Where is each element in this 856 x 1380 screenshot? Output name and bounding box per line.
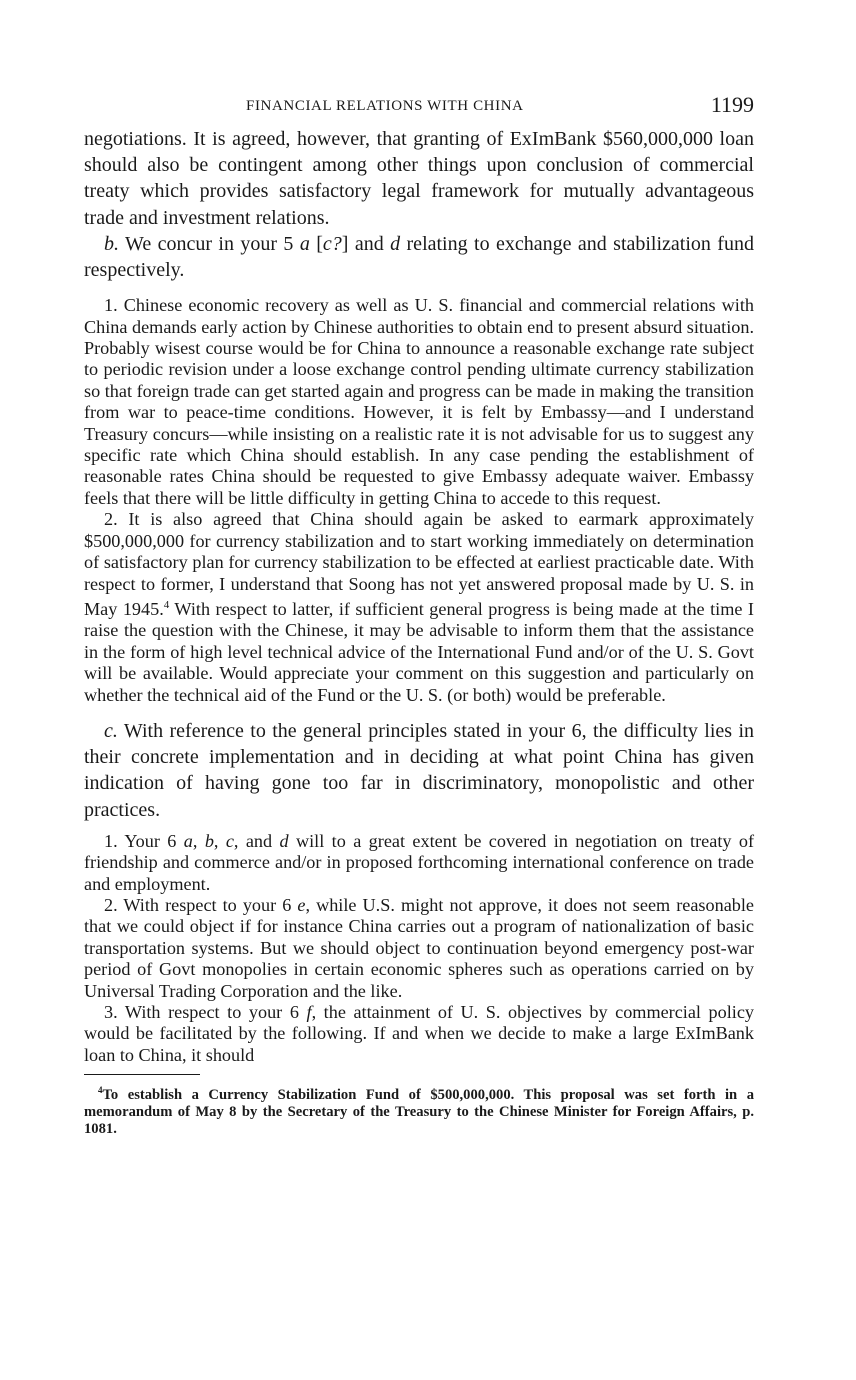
b-ref-d: d <box>390 232 401 255</box>
c3-ref-f: f <box>306 1002 312 1023</box>
c2-ref-e: e <box>297 895 306 916</box>
b-text-4: relating to exchange and stabilization fund respectively. <box>84 232 754 282</box>
c2-text-1: 2. With respect to your 6 <box>104 895 298 916</box>
page-header <box>84 92 754 126</box>
footnote-reference: 4 <box>163 598 170 611</box>
c1-sep-3: , and <box>233 830 280 851</box>
item-2-text-2: With respect to latter, if sufficient general progress is being made at the time I raise the question with the Chinese, it may be advisable to inform them that the assistance in the form of high level technical advice of the International Fund and/or of the U. S. Govt will be available. Would appreciate your comment on this suggestion and particularly on whether the technical aid of the Fund or the U. S. (or both) would be preferable. <box>84 598 754 705</box>
letter-b: b. <box>104 232 119 255</box>
negotiations-text: negotiations. It is agreed, however, that granting of ExImBank $560,000,000 loan should also be contingent among other things upon conclusion of commercial treaty which provides satisfactory legal framework for mutually advantageous trade and investment relations. <box>84 128 754 229</box>
footnote <box>84 1082 754 1138</box>
item-2-text-1: 2. It is also agreed that China should again be asked to earmark approximately $500,000,000 for currency stabilization and to start working immediately on determination of satisfactory plan for currency stabilization to be effected at earliest practicable date. With respect to former, I understand that Soong has not yet answered proposal made by U. S. in May 1945. <box>84 509 754 619</box>
c3-text-2: , the attainment of U. S. objectives by commercial policy would be facilitated by the following. If and when we decide to make a large ExImBank loan to China, it should <box>84 1002 755 1065</box>
b-text-2: [ <box>309 232 323 255</box>
c1-ref-b: b <box>204 830 214 851</box>
list-item-c1 <box>84 831 754 895</box>
c1-sep-2: , <box>213 830 226 851</box>
paragraph-b <box>84 231 754 283</box>
footnote-marker: 4 <box>98 1085 103 1096</box>
b-ref-c: c? <box>322 232 342 255</box>
document-page <box>84 92 754 1138</box>
list-item-1 <box>84 295 754 509</box>
footnote-divider <box>84 1074 200 1075</box>
c1-ref-a: a <box>183 830 193 851</box>
footnote-text: To establish a Currency Stabilization Fund of $500,000,000. This proposal was set forth in a memorandum of May 8 by the Secretary of the Treasury to the Chinese Minister for Foreign Affairs, p. 1081. <box>84 1087 754 1138</box>
b-ref-a: a <box>299 232 310 255</box>
c1-sep-1: , <box>192 830 205 851</box>
list-item-c2 <box>84 895 754 1002</box>
c3-text-1: 3. With respect to your 6 <box>104 1002 307 1023</box>
c2-text-2: , while U.S. might not approve, it does not seem reasonable that we could object if for instance China carries out a program of nationalization of basic transportation systems. But we should object to continuation beyond emergency post-war period of Govt monopolies in certain economic spheres such as operations carried on by Universal Trading Corporation and the like. <box>84 895 754 1001</box>
c1-ref-d: d <box>279 830 289 851</box>
c-text: With reference to the general principles stated in your 6, the difficulty lies in their concrete implementation and in deciding at what point China has given indication of having gone too far in discriminatory, monopolistic and other practices. <box>84 720 754 821</box>
page-number: 1199 <box>710 92 754 117</box>
list-item-c3 <box>84 1002 754 1066</box>
c1-text-2: will to a great extent be covered in negotiation on treaty of friendship and commerce and/or in proposed forthcoming international conference on trade and employment. <box>84 830 755 894</box>
b-text-3: ] and <box>341 232 391 255</box>
item-1-text: 1. Chinese economic recovery as well as U. S. financial and commercial relations with China demands early action by Chinese authorities to obtain end to present absurd situation. Probably wisest course would be for China to announce a reasonable exchange rate subject to periodic revision under a loose exchange control pending ultimate currency stabilization so that foreign trade can get started again and progress can be made in making the transition from war to peace-time conditions. However, it is felt by Embassy—and I understand Treasury concurs—while insisting on a realistic rate it is not advisable for us to suggest any specific rate which China should establish. In any case pending the establishment of reasonable rates China should be requested to give Embassy adequate waiver. Embassy feels that there will be little difficulty in getting China to accede to this request. <box>84 295 754 508</box>
b-text-1: We concur in your 5 <box>119 232 300 255</box>
c1-ref-c: c <box>225 830 234 851</box>
c1-text-1: 1. Your 6 <box>104 830 184 851</box>
list-item-2 <box>84 509 754 706</box>
letter-c: c. <box>104 720 118 742</box>
paragraph-c <box>84 718 754 823</box>
paragraph-negotiations <box>84 126 754 231</box>
running-title: FINANCIAL RELATIONS WITH CHINA <box>246 98 524 114</box>
